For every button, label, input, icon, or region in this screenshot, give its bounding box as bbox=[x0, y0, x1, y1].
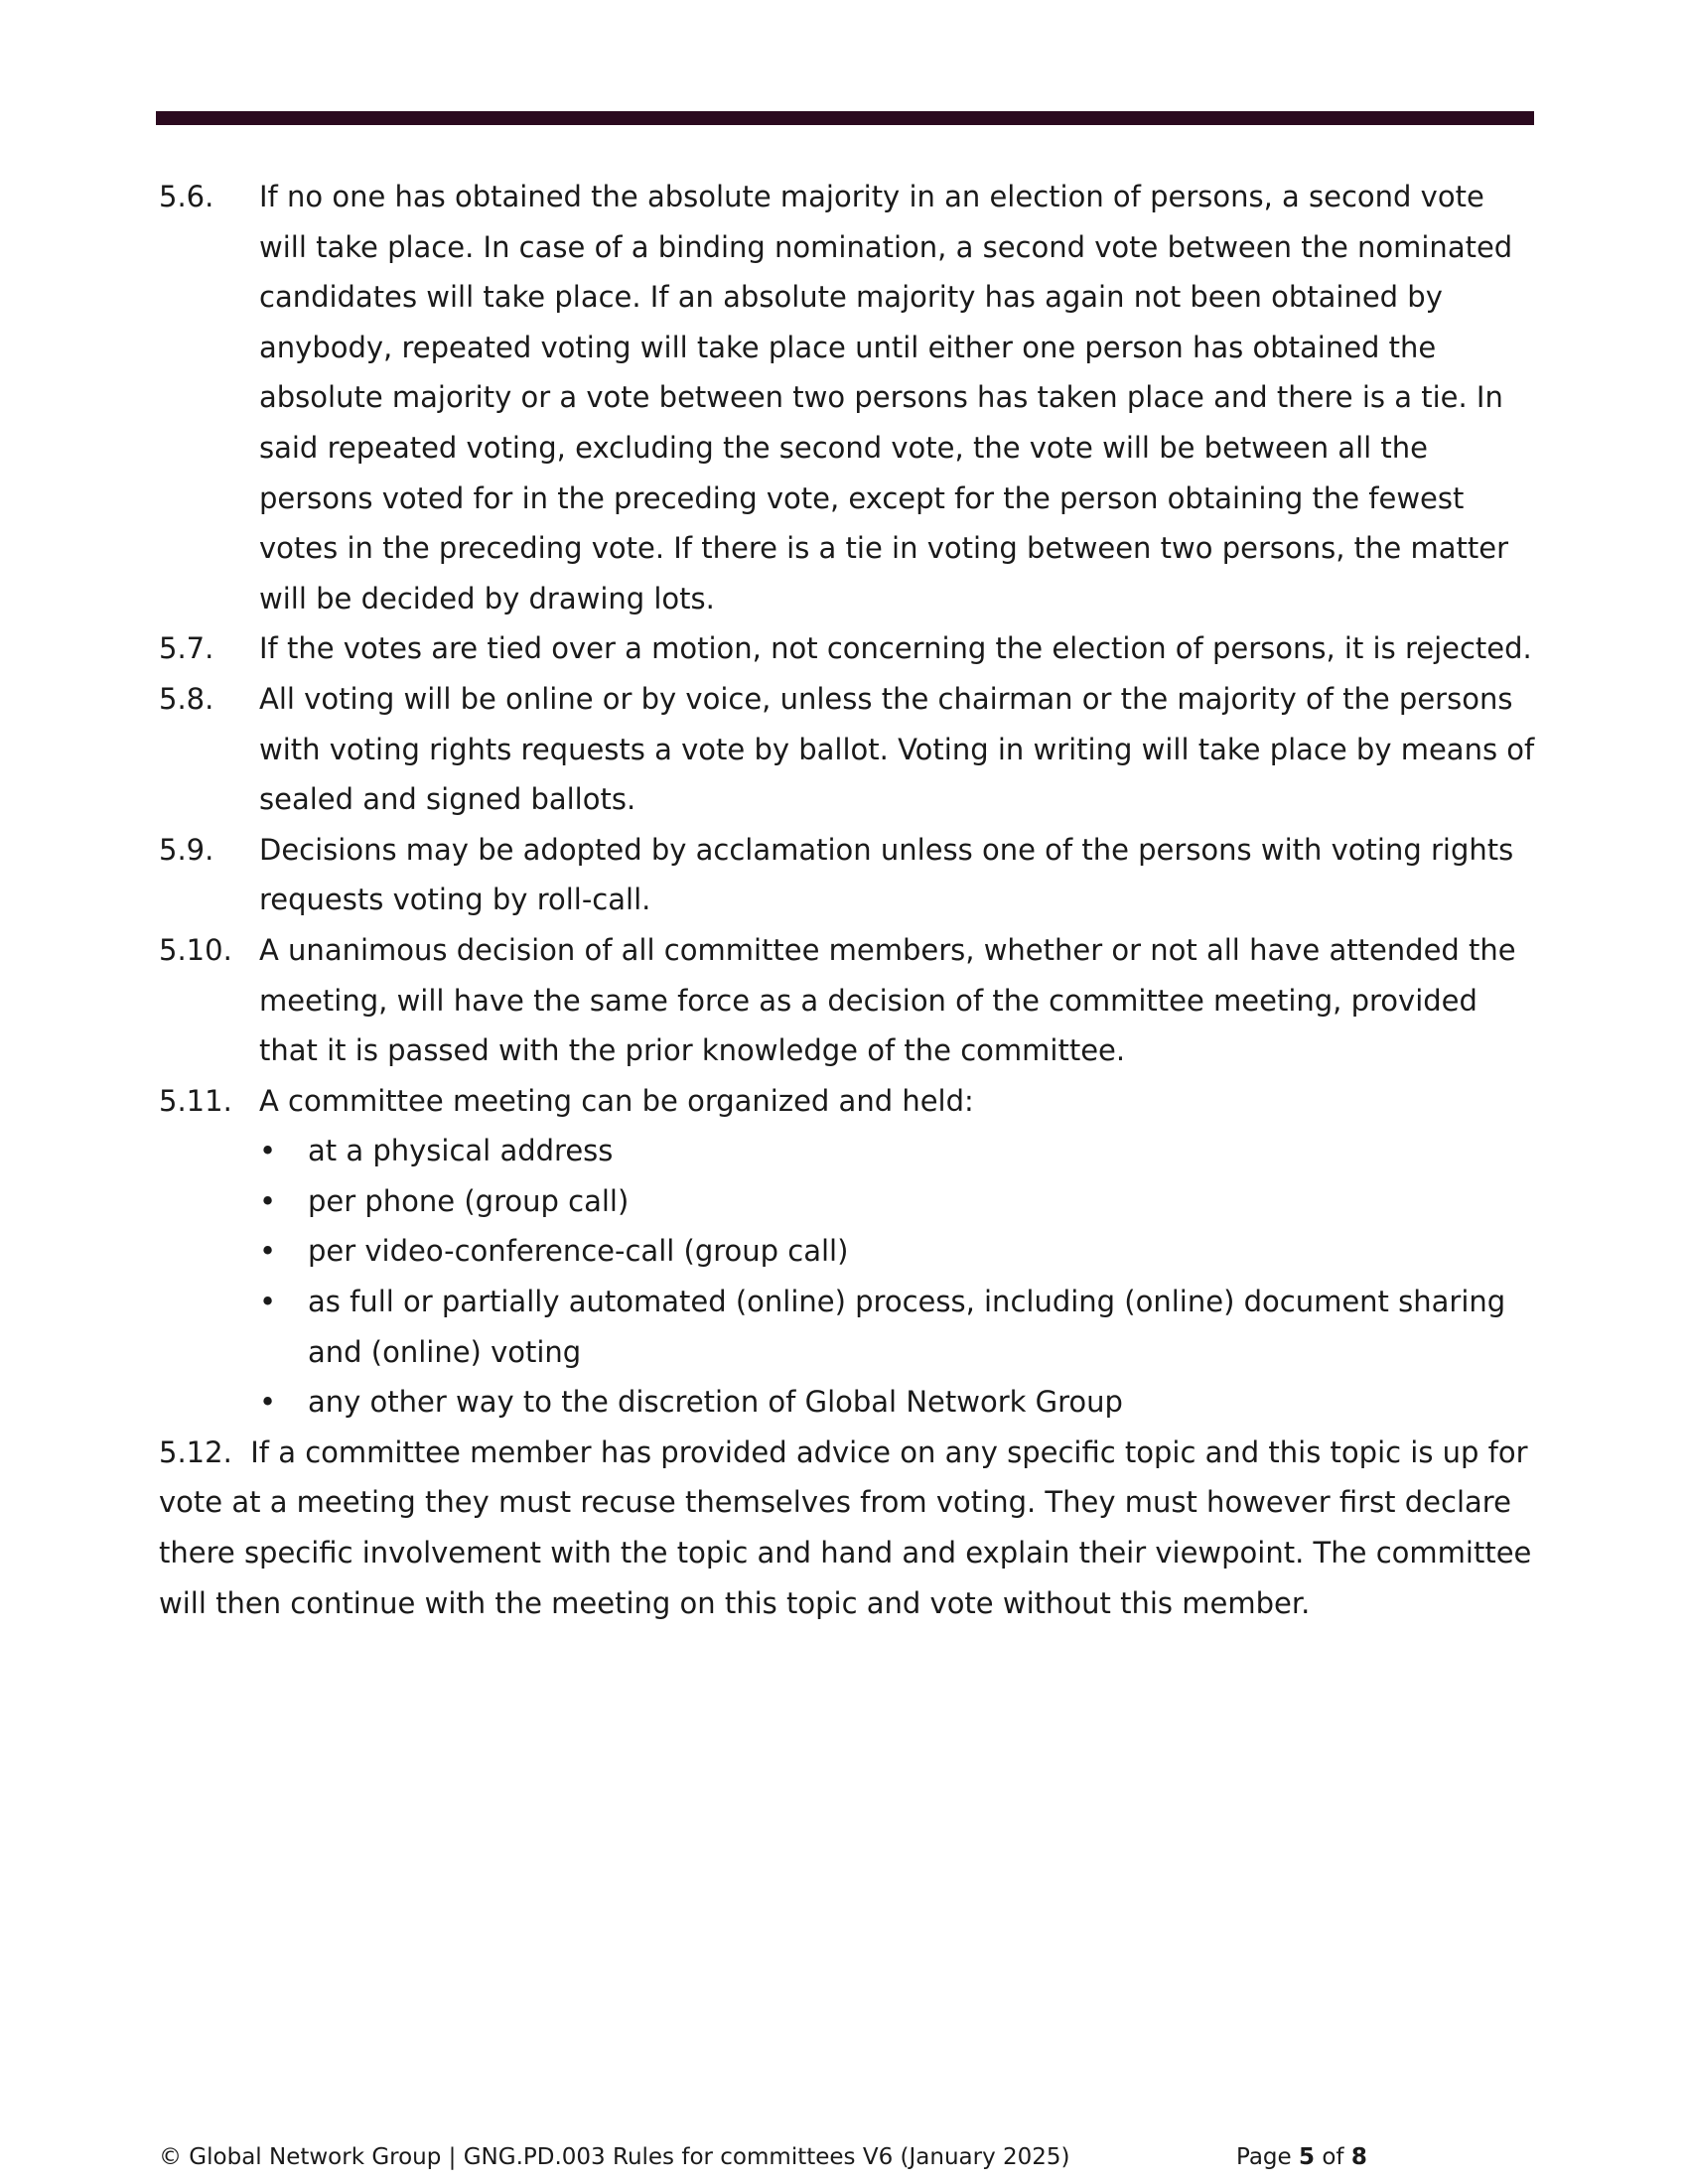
clause-5-10 bbox=[159, 925, 1539, 1076]
page-current: 5 bbox=[1299, 2144, 1316, 2170]
list-item-text: per phone (group call) bbox=[308, 1183, 630, 1218]
list-item-text: as full or partially automated (online) process, including (online) document sharing and (online) voting bbox=[308, 1285, 1506, 1369]
clause-text: A unanimous decision of all committee members, whether or not all have attended the meeting, will have the same force as a decision of the committee meeting, provided that it is passed with the prior knowledge of the committee. bbox=[259, 932, 1516, 1068]
list-item bbox=[159, 1277, 1539, 1377]
clause-text: If the votes are tied over a motion, not concerning the election of persons, it is rejected. bbox=[259, 631, 1532, 666]
page-total: 8 bbox=[1350, 2144, 1367, 2170]
bullet-icon: • bbox=[259, 1285, 277, 1319]
clause-number: 5.9. bbox=[159, 832, 214, 867]
document-body bbox=[159, 172, 1539, 1628]
clause-number: 5.8. bbox=[159, 681, 214, 716]
clause-5-12 bbox=[159, 1428, 1539, 1628]
list-item bbox=[159, 1377, 1539, 1428]
footer-copyright: © Global Network Group | GNG.PD.003 Rules for committees V6 (January 2025) bbox=[159, 2144, 1070, 2170]
list-item bbox=[159, 1226, 1539, 1277]
clause-text: A committee meeting can be organized and held: bbox=[259, 1083, 974, 1118]
clause-text: All voting will be online or by voice, unless the chairman or the majority of the persons with voting rights requests a vote by ballot. Voting in writing will take place by means of sealed and signed ballots. bbox=[259, 681, 1535, 817]
bullet-icon: • bbox=[259, 1134, 277, 1168]
list-item-text: any other way to the discretion of Global Network Group bbox=[308, 1385, 1123, 1420]
clause-text: Decisions may be adopted by acclamation unless one of the persons with voting rights requests voting by roll-call. bbox=[259, 832, 1514, 917]
page-number bbox=[1236, 2144, 1367, 2170]
clause-5-8 bbox=[159, 674, 1539, 825]
bullet-icon: • bbox=[259, 1183, 277, 1218]
clause-5-6 bbox=[159, 172, 1539, 623]
clause-5-11 bbox=[159, 1076, 1539, 1127]
meeting-formats-list bbox=[159, 1126, 1539, 1428]
page-of: of bbox=[1322, 2144, 1344, 2170]
page-prefix: Page bbox=[1236, 2144, 1292, 2170]
bullet-icon: • bbox=[259, 1234, 277, 1269]
list-item-text: at a physical address bbox=[308, 1134, 614, 1168]
clause-number: 5.12. bbox=[159, 1434, 232, 1469]
clause-text: If a committee member has provided advice on any specific topic and this topic is up for vote at a meeting they must recuse themselves from voting. They must however first declare there specific involvement with the topic and hand and explain their viewpoint. The committee will then continue with the meeting on this topic and vote without this member. bbox=[159, 1434, 1532, 1620]
list-item-text: per video-conference-call (group call) bbox=[308, 1234, 849, 1269]
clause-number: 5.6. bbox=[159, 180, 214, 213]
list-item bbox=[159, 1176, 1539, 1227]
clause-5-7 bbox=[159, 623, 1539, 674]
list-item bbox=[159, 1126, 1539, 1176]
clause-number: 5.7. bbox=[159, 631, 214, 666]
clause-5-9 bbox=[159, 825, 1539, 925]
clause-number: 5.11. bbox=[159, 1083, 232, 1118]
bullet-icon: • bbox=[259, 1385, 277, 1420]
clause-number: 5.10. bbox=[159, 932, 232, 967]
header-rule bbox=[156, 111, 1534, 125]
clause-text: If no one has obtained the absolute majority in an election of persons, a second vote will take place. In case of a binding nomination, a second vote between the nominated candidates will take place. If an absolute majority has again not been obtained by anybody, repeated voting will take place until either one person has obtained the absolute majority or a vote between two persons has taken place and there is a tie. In said repeated voting, excluding the second vote, the vote will be between all the persons voted for in the preceding vote, except for the person obtaining the fewest votes in the preceding vote. If there is a tie in voting between two persons, the matter will be decided by drawing lots. bbox=[259, 180, 1513, 615]
